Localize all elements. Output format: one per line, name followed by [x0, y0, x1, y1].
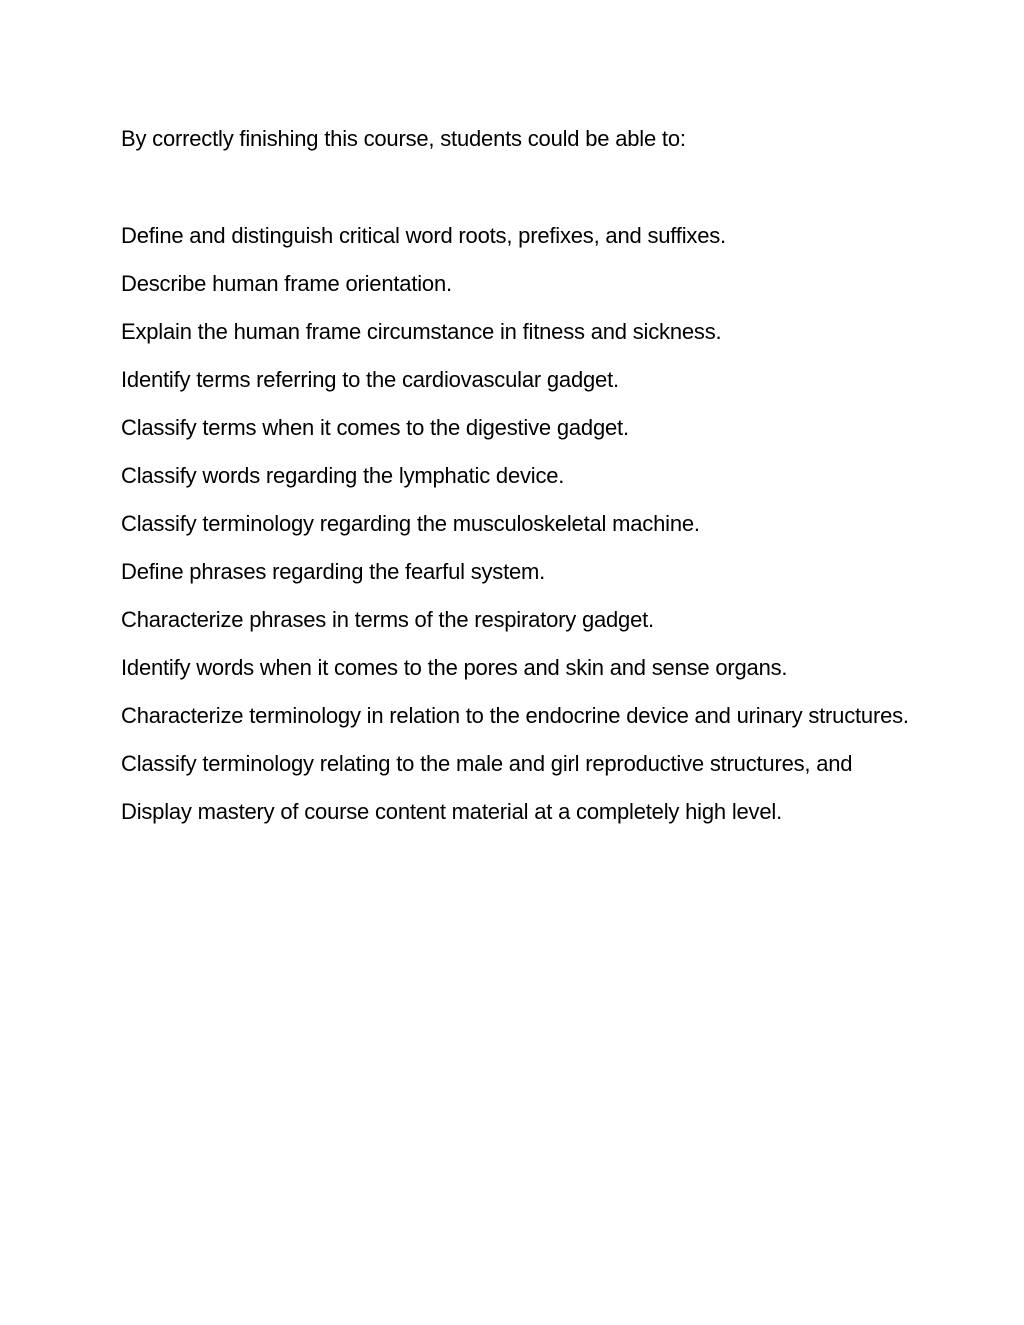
- objective-item: Identify terms referring to the cardiovascular gadget.: [121, 367, 619, 392]
- objective-item: Classify terminology relating to the male and girl reproductive structures, and: [121, 751, 853, 776]
- objective-item: Classify terminology regarding the musculoskeletal machine.: [121, 511, 700, 536]
- objective-item: Identify words when it comes to the pores and skin and sense organs.: [121, 655, 788, 680]
- objective-item: Characterize terminology in relation to the endocrine device and urinary structures.: [121, 703, 909, 728]
- objective-item: Characterize phrases in terms of the respiratory gadget.: [121, 607, 654, 632]
- objective-item: Define and distinguish critical word roots, prefixes, and suffixes.: [121, 223, 726, 248]
- objective-item: Classify terms when it comes to the digestive gadget.: [121, 415, 629, 440]
- objective-item: Describe human frame orientation.: [121, 271, 452, 296]
- objectives-list: [121, 218, 911, 842]
- objective-item: Explain the human frame circumstance in fitness and sickness.: [121, 319, 722, 344]
- objective-item: Define phrases regarding the fearful system.: [121, 559, 546, 584]
- objective-item: Display mastery of course content material at a completely high level.: [121, 799, 782, 824]
- objective-item: Classify words regarding the lymphatic device.: [121, 463, 565, 488]
- intro-text: By correctly finishing this course, students could be able to:: [121, 126, 686, 151]
